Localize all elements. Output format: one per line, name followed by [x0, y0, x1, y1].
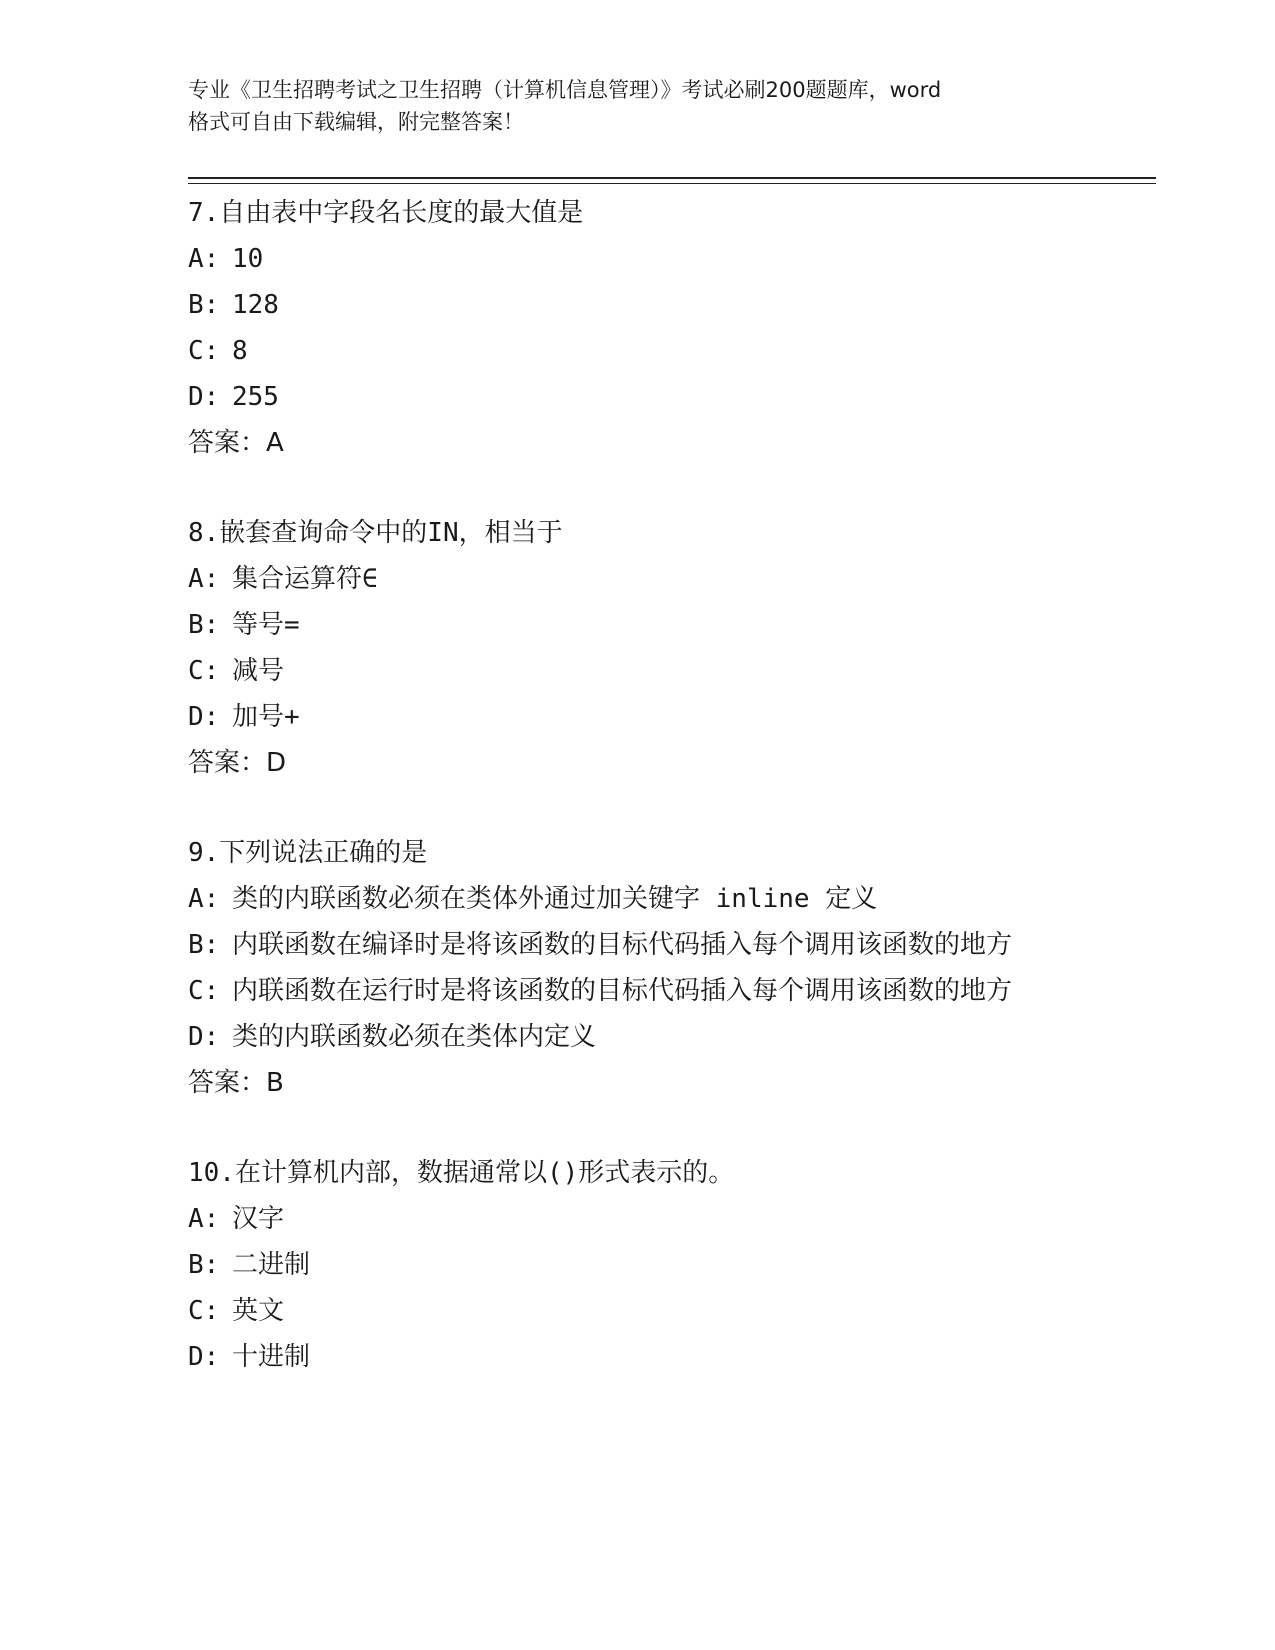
option-text: 128 — [232, 290, 279, 320]
option-d — [188, 1334, 1088, 1380]
option-label: B: — [188, 930, 220, 960]
option-a — [188, 876, 1088, 922]
option-text: 内联函数在编译时是将该函数的目标代码插入每个调用该函数的地方 — [232, 930, 1013, 960]
question-7 — [188, 190, 1088, 466]
option-d — [188, 694, 1088, 740]
option-label: C: — [188, 336, 220, 366]
option-text: 英文 — [232, 1296, 285, 1326]
option-label: C: — [188, 656, 220, 686]
option-d — [188, 1014, 1088, 1060]
header-divider-thin — [188, 183, 1156, 184]
option-label: B: — [188, 1250, 220, 1280]
option-label: B: — [188, 290, 220, 320]
answer-line: 答案：D — [188, 748, 287, 778]
option-c — [188, 328, 1088, 374]
option-text: 二进制 — [232, 1250, 311, 1280]
option-a — [188, 556, 1088, 602]
option-text: 加号+ — [232, 702, 300, 732]
option-label: D: — [188, 702, 220, 732]
option-label: C: — [188, 976, 220, 1006]
question-stem: 10.在计算机内部，数据通常以()形式表示的。 — [188, 1158, 735, 1188]
option-label: A: — [188, 244, 220, 274]
option-c — [188, 968, 1088, 1014]
answer-line: 答案：B — [188, 1068, 284, 1098]
option-text: 类的内联函数必须在类体外通过加关键字 inline 定义 — [232, 884, 878, 914]
option-label: A: — [188, 564, 220, 594]
option-text: 汉字 — [232, 1204, 285, 1234]
question-stem: 8.嵌套查询命令中的IN，相当于 — [188, 518, 563, 548]
option-a — [188, 1196, 1088, 1242]
option-text: 内联函数在运行时是将该函数的目标代码插入每个调用该函数的地方 — [232, 976, 1013, 1006]
option-label: A: — [188, 884, 220, 914]
question-stem: 7.自由表中字段名长度的最大值是 — [188, 198, 584, 228]
header-divider-thick — [188, 177, 1156, 179]
option-text: 10 — [232, 244, 264, 274]
option-d — [188, 374, 1088, 420]
option-b — [188, 1242, 1088, 1288]
option-c — [188, 648, 1088, 694]
option-c — [188, 1288, 1088, 1334]
question-stem: 9.下列说法正确的是 — [188, 838, 428, 868]
answer-line: 答案：A — [188, 428, 284, 458]
option-text: 类的内联函数必须在类体内定义 — [232, 1022, 597, 1052]
question-8 — [188, 510, 1088, 786]
option-b — [188, 922, 1088, 968]
header-line-1: 专业《卫生招聘考试之卫生招聘（计算机信息管理）》考试必刷200题题库，word — [188, 78, 942, 102]
option-text: 集合运算符∈ — [232, 564, 378, 594]
document-header — [188, 74, 1088, 138]
option-label: C: — [188, 1296, 220, 1326]
option-text: 等号= — [232, 610, 300, 640]
question-9 — [188, 830, 1088, 1106]
option-label: B: — [188, 610, 220, 640]
option-b — [188, 282, 1088, 328]
option-text: 8 — [232, 336, 248, 366]
header-line-2: 格式可自由下载编辑，附完整答案！ — [188, 110, 524, 134]
option-label: D: — [188, 1342, 220, 1372]
question-10 — [188, 1150, 1088, 1380]
option-text: 255 — [232, 382, 279, 412]
option-a — [188, 236, 1088, 282]
option-b — [188, 602, 1088, 648]
option-label: D: — [188, 1022, 220, 1052]
option-text: 减号 — [232, 656, 285, 686]
option-text: 十进制 — [232, 1342, 311, 1372]
question-list — [188, 190, 1088, 1424]
option-label: A: — [188, 1204, 220, 1234]
option-label: D: — [188, 382, 220, 412]
